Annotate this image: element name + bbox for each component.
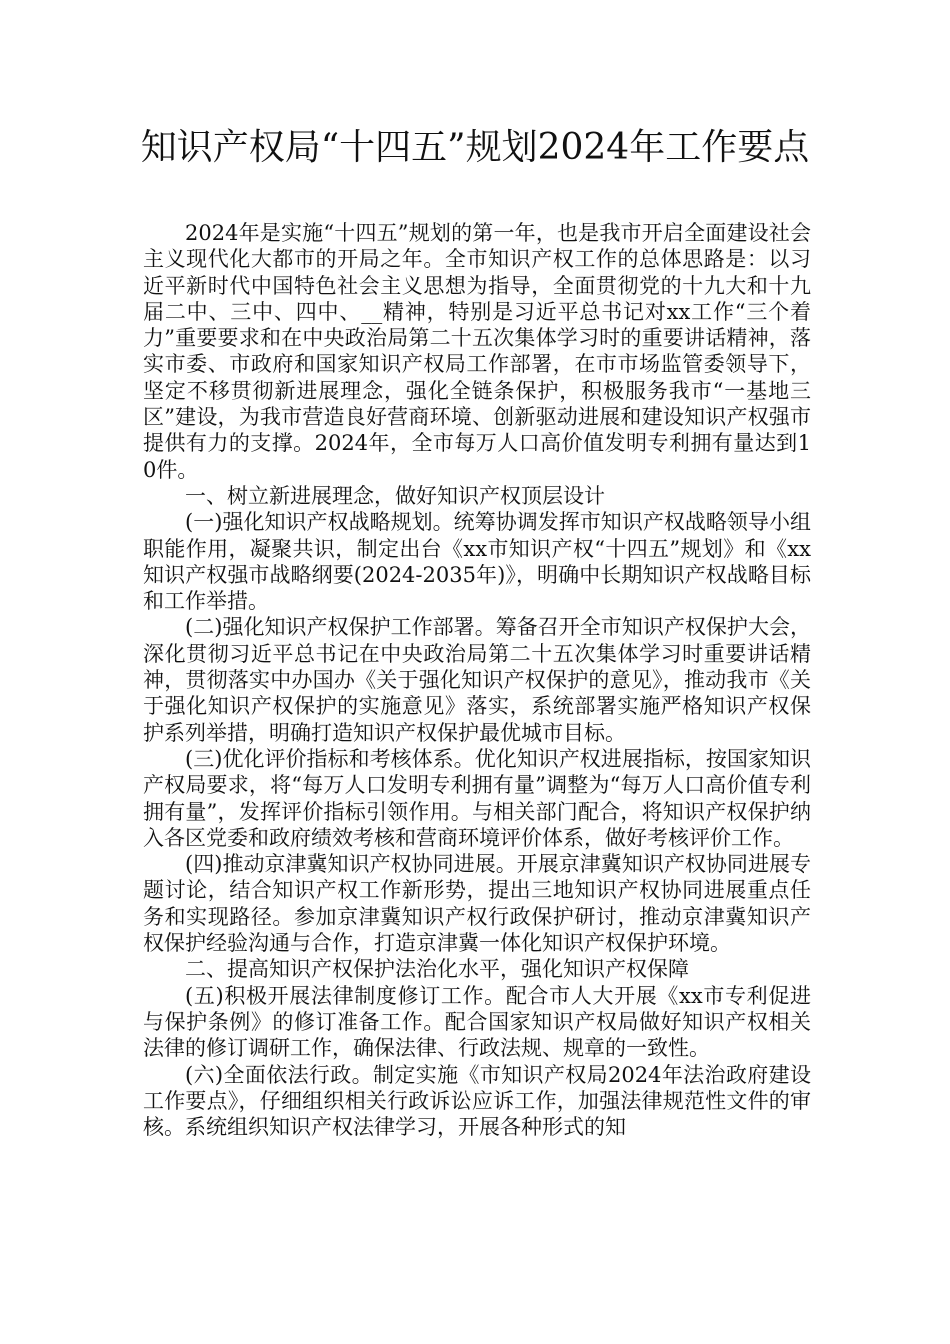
item-paragraph-4: (四)推动京津冀知识产权协同进展。开展京津冀知识产权协同进展专题讨论，结合知识产权工作新形势，提出三地知识产权协同进展重点任务和实现路径。参加京津冀知识产权行政保护研讨，推动京津冀知识产权保护经验沟通与合作，打造京津冀一体化知识产权保护环境。 — [143, 852, 811, 956]
section-heading-1: 一、树立新进展理念，做好知识产权顶层设计 — [185, 483, 605, 508]
section-heading-2: 二、提高知识产权保护法治化水平，强化知识产权保障 — [185, 957, 689, 982]
document-body — [143, 220, 811, 1140]
document-title: 知识产权局“十四五”规划2024年工作要点 — [140, 127, 810, 168]
item-paragraph-3: (三)优化评价指标和考核体系。优化知识产权进展指标，按国家知识产权局要求，将“每万人口发明专利拥有量”调整为“每万人口高价值专利拥有量”，发挥评价指标引领作用。与相关部门配合，将知识产权保护纳入各区党委和政府绩效考核和营商环境评价体系，做好考核评价工作。 — [143, 746, 811, 850]
item-paragraph-1: (一)强化知识产权战略规划。统筹协调发挥市知识产权战略领导小组职能作用，凝聚共识，制定出台《xx市知识产权“十四五”规划》和《xx知识产权强市战略纲要(2024-2035年)》，明确中长期知识产权战略目标和工作举措。 — [143, 510, 811, 614]
intro-paragraph: 2024年是实施“十四五”规划的第一年，也是我市开启全面建设社会主义现代化大都市的开局之年。全市知识产权工作的总体思路是：以习近平新时代中国特色社会主义思想为指导，全面贯彻党的十九大和十九届二中、三中、四中、__精神，特别是习近平总书记对xx工作“三个着力”重要要求和在中央政治局第二十五次集体学习时的重要讲话精神，落实市委、市政府和国家知识产权局工作部署，在市市场监管委领导下，坚定不移贯彻新进展理念，强化全链条保护，积极服务我市“一基地三区”建设，为我市营造良好营商环境、创新驱动进展和建设知识产权强市提供有力的支撑。2024年，全市每万人口高价值发明专利拥有量达到10件。 — [143, 221, 811, 482]
item-paragraph-5: (五)积极开展法律制度修订工作。配合市人大开展《xx市专利促进与保护条例》的修订准备工作。配合国家知识产权局做好知识产权相关法律的修订调研工作，确保法律、行政法规、规章的一致性。 — [143, 983, 811, 1061]
item-paragraph-6: (六)全面依法行政。制定实施《市知识产权局2024年法治政府建设工作要点》，仔细组织相关行政诉讼应诉工作，加强法律规范性文件的审核。系统组织知识产权法律学习，开展各种形式的知 — [143, 1062, 811, 1140]
item-paragraph-2: (二)强化知识产权保护工作部署。筹备召开全市知识产权保护大会，深化贯彻习近平总书记在中央政治局第二十五次集体学习时重要讲话精神，贯彻落实中办国办《关于强化知识产权保护的意见》，推动我市《关于强化知识产权保护的实施意见》落实，系统部署实施严格知识产权保护系列举措，明确打造知识产权保护最优城市目标。 — [143, 615, 811, 745]
